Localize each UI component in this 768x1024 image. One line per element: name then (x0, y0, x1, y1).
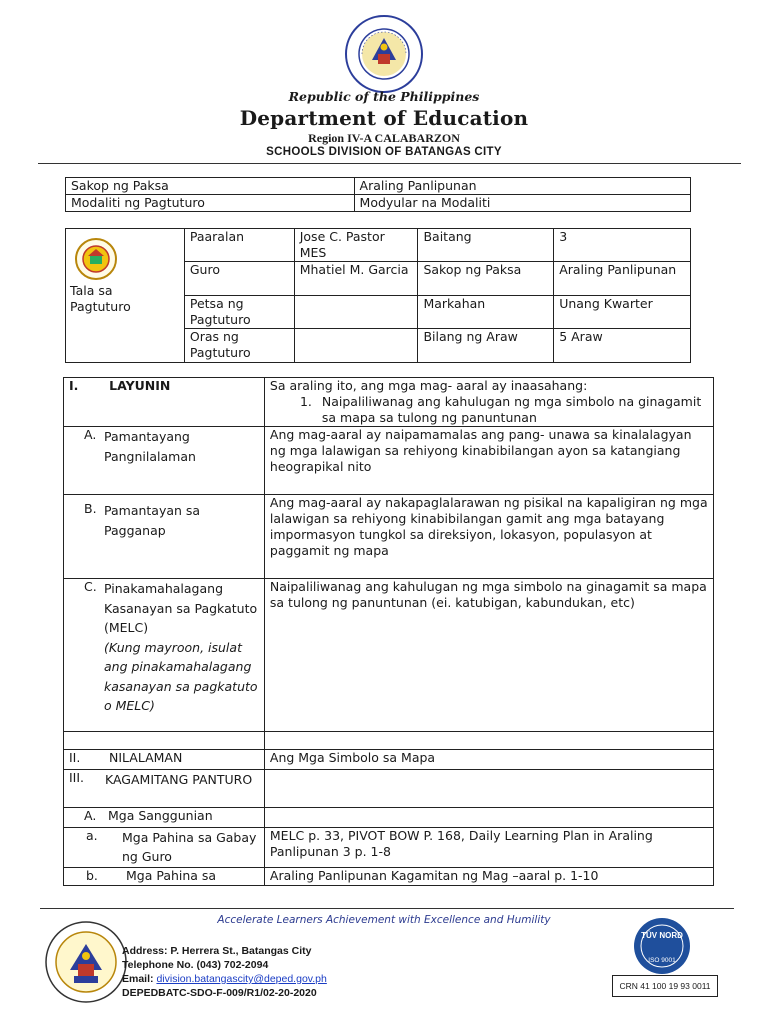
info-value: Jose C. Pastor MES (294, 229, 418, 262)
row-content-b1: Araling Panlipunan Kagamitan ng Mag –aaral p. 1-10 (264, 868, 713, 886)
deped-seal-icon (344, 14, 424, 94)
table-row (64, 427, 714, 495)
section-label: NILALAMAN (108, 750, 183, 765)
footer-email (122, 972, 327, 986)
info-table (65, 228, 691, 363)
footer-doc-code: DEPEDBATC-SDO-F-009/R1/02-20-2020 (122, 987, 317, 999)
school-logo-icon (74, 237, 118, 281)
table-row (64, 495, 714, 579)
info-label: Oras ng Pagtuturo (184, 329, 294, 363)
table-row (64, 579, 714, 732)
empty-cell (264, 808, 713, 828)
footer-divider (40, 908, 734, 909)
letter: C. (84, 579, 97, 594)
division-seal-icon (44, 920, 128, 1004)
republic-title: Republic of the Philippines (288, 89, 480, 104)
tala-label: Tala sa Pagtuturo (70, 283, 131, 314)
layunin-list-item (270, 394, 708, 426)
row-label-a (64, 427, 265, 495)
section-label: KAGAMITANG PANTURO (105, 772, 253, 787)
list-text: Naipaliliwanag ang kahulugan ng mga simbolo na ginagamit sa mapa sa tulong ng panuntunan (321, 394, 702, 425)
table-row (64, 378, 714, 427)
region-title: Region IV-A CALABARZON (308, 131, 460, 145)
row-content-a1: MELC p. 33, PIVOT BOW P. 168, Daily Learning Plan in Araling Panlipunan 3 p. 1-8 (264, 828, 713, 868)
row-label-iiia (64, 808, 265, 828)
summary-label: Sakop ng Paksa (66, 178, 355, 195)
summary-label: Modaliti ng Pagtuturo (66, 195, 355, 212)
info-value: 3 (554, 229, 691, 262)
label-text: Pamantayang Pangnilalaman (104, 429, 196, 464)
letter: B. (84, 501, 97, 516)
empty-cell (264, 770, 713, 808)
email-link[interactable]: division.batangascity@deped.gov.ph (156, 973, 327, 985)
cert-iso: ISO 9001 (648, 957, 676, 964)
summary-table (65, 177, 691, 212)
header-divider (38, 163, 741, 164)
table-row (64, 868, 714, 886)
empty-cell (264, 732, 713, 750)
info-label: Guro (184, 262, 294, 296)
info-value: Araling Panlipunan (554, 262, 691, 296)
label-note: (Kung mayroon, isulat ang pinakamahalagang kasanayan sa pagkatuto o MELC) (104, 639, 258, 713)
info-label: Markahan (418, 296, 554, 329)
table-row (66, 229, 691, 262)
label-text: Mga Pahina sa Gabay ng Guro (122, 830, 257, 864)
letter: b. (86, 868, 98, 883)
tala-cell (66, 229, 185, 363)
letter: a. (86, 828, 98, 843)
list-number: 1. (299, 394, 312, 409)
department-title: Department of Education (239, 106, 529, 130)
section-label: LAYUNIN (109, 378, 171, 393)
letter: A. (84, 808, 97, 823)
info-value: Unang Kwarter (554, 296, 691, 329)
footer-motto: Accelerate Learners Achievement with Excellence and Humility (217, 914, 551, 926)
layunin-content (264, 378, 713, 427)
email-label: Email: (122, 973, 157, 985)
layunin-intro: Sa araling ito, ang mga mag- aaral ay inaasahang: (269, 378, 588, 393)
info-label: Baitang (418, 229, 554, 262)
label-text: Mga Sanggunian (107, 808, 213, 823)
section-number: I. (69, 378, 79, 393)
table-row (64, 808, 714, 828)
layunin-heading (64, 378, 265, 427)
row-label-ii (64, 750, 265, 770)
label-text: Pamantayan sa Pagganap (104, 503, 201, 538)
summary-value: Modyular na Modaliti (354, 195, 690, 212)
row-content-a: Ang mag-aaral ay naipamamalas ang pang- unawa sa kinalalagyan ng mga lalawigan sa rehiyong kinabibilangan ayon sa katangiang heograpikal nito (264, 427, 713, 495)
row-content-ii: Ang Mga Simbolo sa Mapa (264, 750, 713, 770)
row-label-iii (64, 770, 265, 808)
cert-brand: TÜV NORD (641, 931, 683, 940)
table-row (66, 195, 691, 212)
section-number: II. (69, 750, 81, 765)
iso-certification-icon (622, 916, 702, 984)
table-row (64, 750, 714, 770)
lesson-plan-table (63, 377, 714, 886)
label-text: Mga Pahina sa (125, 868, 217, 883)
label-text: Pinakamahalagang Kasanayan sa Pagkatuto (MELC) (104, 581, 258, 635)
table-row (64, 828, 714, 868)
info-label: Bilang ng Araw (418, 329, 554, 363)
empty-cell (64, 732, 265, 750)
table-row (66, 178, 691, 195)
row-label-b (64, 495, 265, 579)
letter: A. (84, 427, 97, 442)
info-value (294, 329, 418, 363)
row-label-b1 (64, 868, 265, 886)
table-row (64, 770, 714, 808)
row-label-a1 (64, 828, 265, 868)
footer-telephone: Telephone No. (043) 702-2094 (122, 959, 269, 971)
section-number: III. (69, 770, 85, 785)
info-value: 5 Araw (554, 329, 691, 363)
info-value: Mhatiel M. Garcia (294, 262, 418, 296)
footer-address: Address: P. Herrera St., Batangas City (122, 945, 312, 957)
info-label: Sakop ng Paksa (418, 262, 554, 296)
info-label: Paaralan (184, 229, 294, 262)
table-row (64, 732, 714, 750)
row-content-b: Ang mag-aaral ay nakapaglalarawan ng pisikal na kapaligiran ng mga lalawigan sa rehiyong kinabibilangan gamit ang mga batayang impormasyon tungkol sa direksiyon, lokasyon, populasyon at paggamit ng mapa (264, 495, 713, 579)
crn-number: CRN 41 100 19 93 0011 (612, 975, 718, 997)
summary-value: Araling Panlipunan (354, 178, 690, 195)
division-title: SCHOOLS DIVISION OF BATANGAS CITY (266, 146, 502, 158)
info-label: Petsa ng Pagtuturo (184, 296, 294, 329)
row-label-c (64, 579, 265, 732)
row-content-c: Naipaliliwanag ang kahulugan ng mga simbolo na ginagamit sa mapa sa tulong ng panuntunan (ei. katubigan, kabundukan, etc) (264, 579, 713, 732)
info-value (294, 296, 418, 329)
